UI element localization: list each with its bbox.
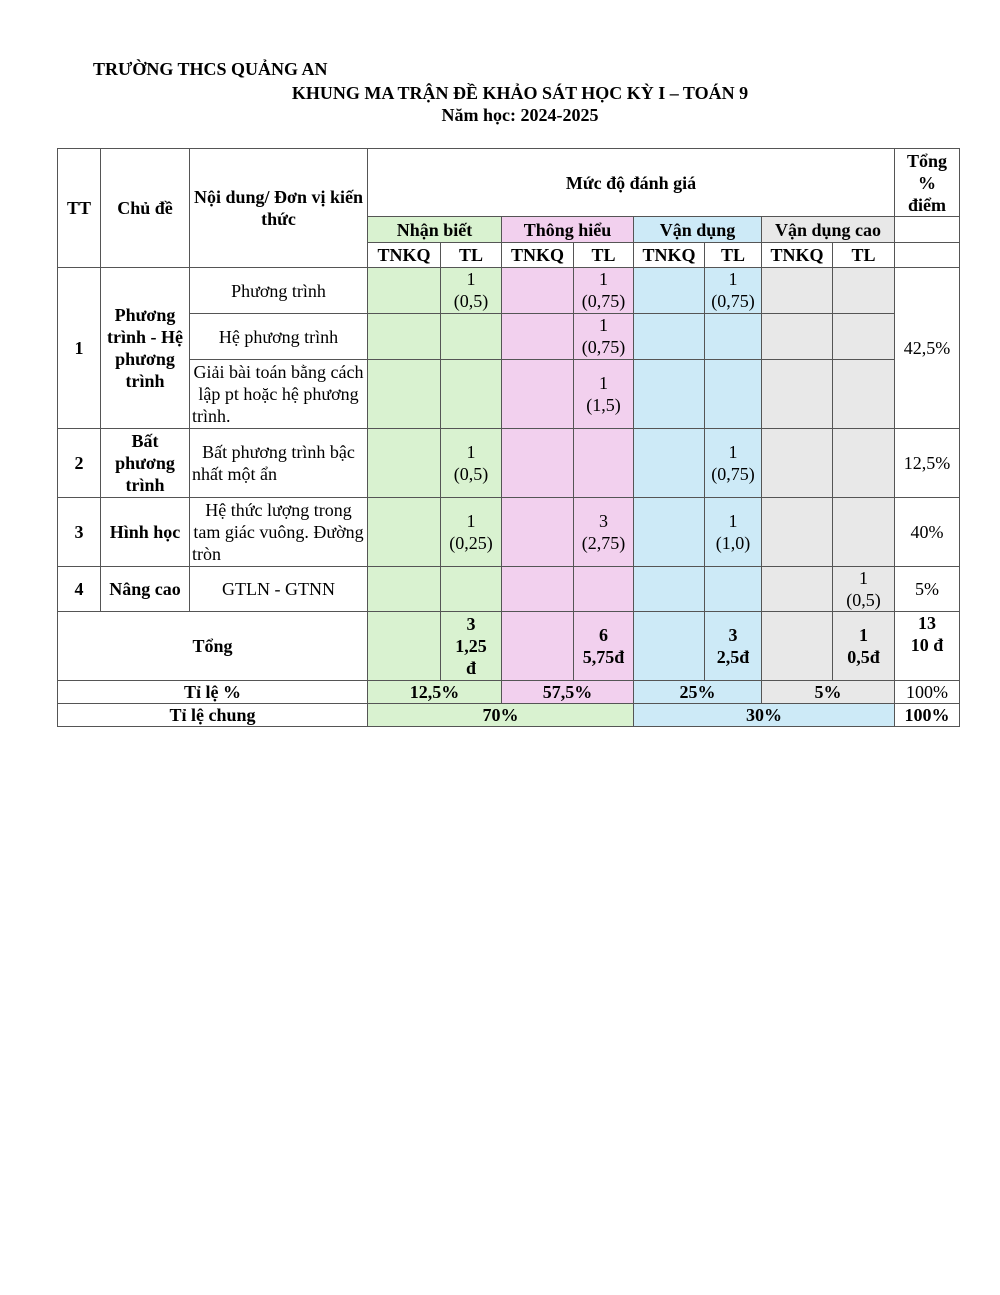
- level-nhan-biet: Nhận biết: [368, 217, 502, 243]
- cell-count: 1 (0,5): [833, 567, 895, 612]
- sub-tnkq: TNKQ: [762, 243, 833, 268]
- total-thong-hieu: 6 5,75đ: [574, 612, 634, 681]
- total-row: [58, 612, 960, 681]
- row-pct: 42,5%: [895, 268, 960, 429]
- row-content: Bất phương trình bậc nhất một ẩn: [190, 429, 368, 498]
- ratio-sum: 100%: [895, 681, 960, 704]
- sub-tnkq: TNKQ: [634, 243, 705, 268]
- sub-tnkq: TNKQ: [502, 243, 574, 268]
- row-tt: 3: [58, 498, 101, 567]
- cell-count: 1 (0,75): [574, 268, 634, 314]
- total-van-dung-cao: 1 0,5đ: [833, 612, 895, 681]
- level-thong-hieu: Thông hiểu: [502, 217, 634, 243]
- row-topic: Nâng cao: [101, 567, 190, 612]
- row-content: Phương trình: [190, 268, 368, 314]
- ratio-row: [58, 681, 960, 704]
- sub-tnkq: TNKQ: [368, 243, 441, 268]
- table-row: [58, 567, 960, 612]
- ratio-nhan-biet: 12,5%: [368, 681, 502, 704]
- level-van-dung-cao: Vận dụng cao: [762, 217, 895, 243]
- row-content: Hệ thức lượng trong tam giác vuông. Đường tròn: [190, 498, 368, 567]
- row-pct: 40%: [895, 498, 960, 567]
- total-van-dung: 3 2,5đ: [705, 612, 762, 681]
- level-van-dung: Vận dụng: [634, 217, 762, 243]
- row-topic: Bất phương trình: [101, 429, 190, 498]
- sub-tl: TL: [833, 243, 895, 268]
- row-tt: 2: [58, 429, 101, 498]
- total-label: Tổng: [58, 612, 368, 681]
- cell-count: 3 (2,75): [574, 498, 634, 567]
- total-sum: 13 10 đ: [895, 612, 960, 681]
- table-row: [58, 268, 960, 314]
- row-content: Hệ phương trình: [190, 314, 368, 360]
- row-topic: Hình học: [101, 498, 190, 567]
- row-tt: 4: [58, 567, 101, 612]
- ratio-thong-hieu: 57,5%: [502, 681, 634, 704]
- ratio-van-dung-cao: 5%: [762, 681, 895, 704]
- header-level: Mức độ đánh giá: [368, 149, 895, 217]
- cell-count: 1 (0,75): [705, 429, 762, 498]
- header-content: Nội dung/ Đơn vị kiến thức: [190, 149, 368, 268]
- cell-count: 1 (1,0): [705, 498, 762, 567]
- cell-count: 1 (0,5): [441, 429, 502, 498]
- cell-count: 1 (1,5): [574, 360, 634, 429]
- row-content: Giải bài toán bằng cách lập pt hoặc hệ phương trình.: [190, 360, 368, 429]
- row-content: GTLN - GTNN: [190, 567, 368, 612]
- row-topic: Phương trình - Hệ phương trình: [101, 268, 190, 429]
- cell-count: 1 (0,5): [441, 268, 502, 314]
- overall-row: [58, 704, 960, 727]
- table-row: [58, 314, 960, 360]
- header-total-pct: Tổng % điểm: [895, 149, 960, 217]
- header-blank: [895, 243, 960, 268]
- document-title: KHUNG MA TRẬN ĐỀ KHẢO SÁT HỌC KỲ I – TOÁN 9: [291, 83, 749, 103]
- table-row: [58, 498, 960, 567]
- row-pct: 5%: [895, 567, 960, 612]
- overall-label: Tỉ lệ chung: [58, 704, 368, 727]
- sub-tl: TL: [574, 243, 634, 268]
- row-pct: 12,5%: [895, 429, 960, 498]
- overall-basic: 70%: [368, 704, 634, 727]
- table-row: [58, 429, 960, 498]
- header-topic: Chủ đề: [101, 149, 190, 268]
- school-name: TRƯỜNG THCS QUẢNG AN: [93, 59, 328, 79]
- total-nhan-biet: 3 1,25 đ: [441, 612, 502, 681]
- ratio-label: Tỉ lệ %: [58, 681, 368, 704]
- ratio-van-dung: 25%: [634, 681, 762, 704]
- row-tt: 1: [58, 268, 101, 429]
- header-tt: TT: [58, 149, 101, 268]
- sub-tl: TL: [441, 243, 502, 268]
- cell-count: 1 (0,75): [574, 314, 634, 360]
- overall-advanced: 30%: [634, 704, 895, 727]
- header-row: [58, 149, 960, 217]
- cell-count: 1 (0,25): [441, 498, 502, 567]
- school-year: Năm học: 2024-2025: [441, 105, 599, 125]
- overall-sum: 100%: [895, 704, 960, 727]
- cell-count: 1 (0,75): [705, 268, 762, 314]
- assessment-matrix-table: [57, 148, 960, 727]
- sub-tl: TL: [705, 243, 762, 268]
- header-blank: [895, 217, 960, 243]
- table-row: [58, 360, 960, 429]
